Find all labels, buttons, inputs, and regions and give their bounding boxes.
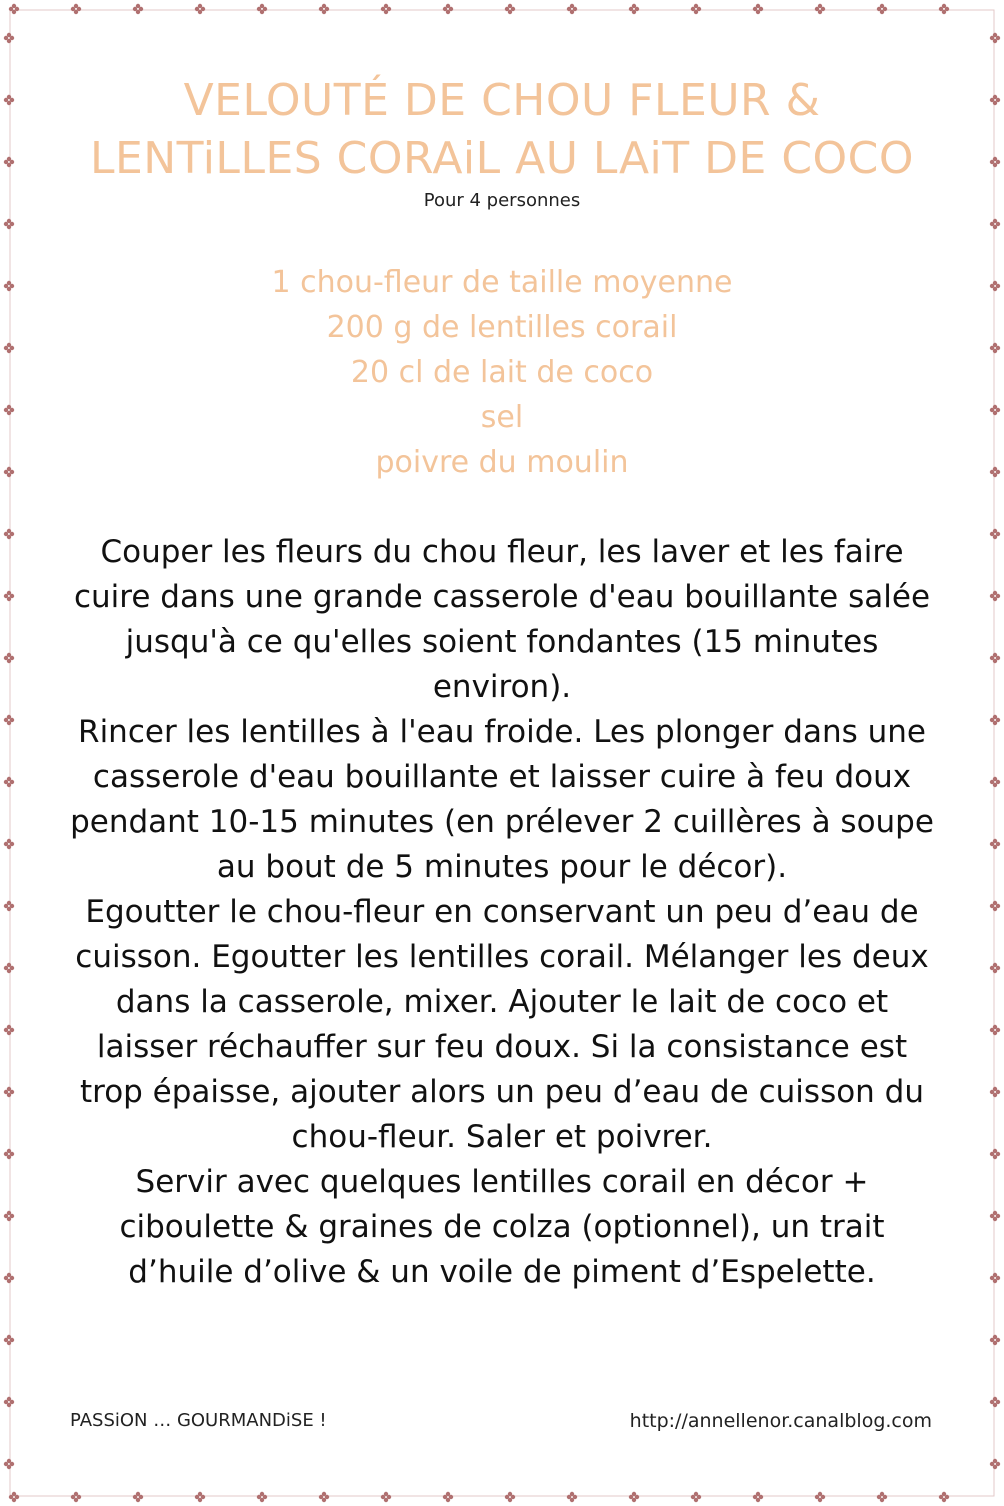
flower-ornament xyxy=(381,4,391,14)
flower-ornament xyxy=(990,1025,1000,1035)
flower-ornament xyxy=(990,1211,1000,1221)
flower-ornament xyxy=(629,4,639,14)
recipe-title-line-2: LENTiLLES CORAiL AU LAiT DE COCO xyxy=(89,133,915,184)
flower-ornament xyxy=(877,4,887,14)
flower-ornament xyxy=(4,33,14,43)
flower-ornament xyxy=(4,1211,14,1221)
flower-ornament xyxy=(990,219,1000,229)
flower-ornament xyxy=(319,1492,329,1502)
flower-ornament xyxy=(71,1492,81,1502)
instructions xyxy=(66,530,938,1295)
flower-ornament xyxy=(4,529,14,539)
flower-ornament xyxy=(4,1459,14,1469)
flower-ornament xyxy=(815,1492,825,1502)
flower-ornament xyxy=(195,1492,205,1502)
flower-ornament xyxy=(71,4,81,14)
flower-ornament xyxy=(939,4,949,14)
flower-ornament xyxy=(257,1492,267,1502)
flower-ornament xyxy=(990,777,1000,787)
flower-ornament xyxy=(381,1492,391,1502)
footer-blog-url: http://annellenor.canalblog.com xyxy=(629,1410,932,1432)
ingredient-item: poivre du moulin xyxy=(375,445,629,480)
flower-ornament xyxy=(443,1492,453,1502)
flower-ornament xyxy=(567,4,577,14)
recipe-title xyxy=(0,72,1004,188)
flower-ornament xyxy=(4,1149,14,1159)
flower-ornament xyxy=(990,1273,1000,1283)
ingredient-item: 1 chou-fleur de taille moyenne xyxy=(271,265,733,300)
flower-ornament xyxy=(4,1335,14,1345)
flower-ornament xyxy=(133,4,143,14)
flower-ornament xyxy=(4,1397,14,1407)
flower-ornament xyxy=(815,4,825,14)
flower-ornament xyxy=(990,653,1000,663)
flower-ornament xyxy=(195,4,205,14)
flower-ornament xyxy=(4,591,14,601)
flower-ornament xyxy=(990,591,1000,601)
servings-label: Pour 4 personnes xyxy=(423,190,581,211)
flower-ornament xyxy=(4,1087,14,1097)
flower-ornament xyxy=(4,715,14,725)
flower-ornament xyxy=(4,1025,14,1035)
flower-ornament xyxy=(990,1397,1000,1407)
flower-ornament xyxy=(319,4,329,14)
flower-ornament xyxy=(990,1149,1000,1159)
flower-ornament xyxy=(4,963,14,973)
flower-ornament xyxy=(443,4,453,14)
flower-ornament xyxy=(4,901,14,911)
flower-ornament xyxy=(4,839,14,849)
flower-ornament xyxy=(753,4,763,14)
flower-ornament xyxy=(4,653,14,663)
flower-ornament xyxy=(939,1492,949,1502)
flower-ornament xyxy=(990,1087,1000,1097)
flower-ornament xyxy=(567,1492,577,1502)
flower-ornament xyxy=(4,219,14,229)
flower-ornament xyxy=(990,33,1000,43)
flower-ornament xyxy=(990,839,1000,849)
instruction-step: Rincer les lentilles à l'eau froide. Les plonger dans une casserole d'eau bouillante et laisser cuire à feu doux pendant 10-15 minutes (en prélever 2 cuillères à soupe au bout de 5 minutes pour le décor). xyxy=(70,714,934,885)
flower-ornament xyxy=(691,4,701,14)
flower-ornament xyxy=(877,1492,887,1502)
instruction-step: Servir avec quelques lentilles corail en décor + ciboulette & graines de colza (optionnel), un trait d’huile d’olive & un voile de piment d’Espelette. xyxy=(119,1164,885,1290)
flower-ornament xyxy=(990,1335,1000,1345)
flower-ornament xyxy=(4,777,14,787)
flower-ornament xyxy=(990,529,1000,539)
flower-ornament xyxy=(133,1492,143,1502)
flower-ornament xyxy=(4,1273,14,1283)
ingredient-item: sel xyxy=(480,400,524,435)
footer-tagline: PASSiON … GOURMANDiSE ! xyxy=(70,1410,327,1431)
instruction-step: Couper les fleurs du chou fleur, les laver et les faire cuire dans une grande casserole d'eau bouillante salée jusqu'à ce qu'elles soient fondantes (15 minutes environ). xyxy=(73,534,931,705)
flower-ornament xyxy=(990,715,1000,725)
ingredient-item: 20 cl de lait de coco xyxy=(350,355,654,390)
flower-ornament xyxy=(990,963,1000,973)
flower-ornament xyxy=(753,1492,763,1502)
flower-ornament xyxy=(505,4,515,14)
instruction-step: Egoutter le chou-fleur en conservant un peu d’eau de cuisson. Egoutter les lentilles corail. Mélanger les deux dans la casserole, mixer. Ajouter le lait de coco et laisser réchauffer sur feu doux. Si la consistance est trop épaisse, ajouter alors un peu d’eau de cuisson du chou-fleur. Saler et poivrer. xyxy=(75,894,929,1155)
flower-ornament xyxy=(505,1492,515,1502)
flower-ornament xyxy=(629,1492,639,1502)
ingredient-list xyxy=(0,260,1004,485)
flower-ornament xyxy=(990,901,1000,911)
flower-ornament xyxy=(257,4,267,14)
flower-ornament xyxy=(691,1492,701,1502)
recipe-title-line-1: VELOUTÉ DE CHOU FLEUR & xyxy=(183,75,821,126)
flower-ornament xyxy=(990,1459,1000,1469)
ingredient-item: 200 g de lentilles corail xyxy=(326,310,678,345)
